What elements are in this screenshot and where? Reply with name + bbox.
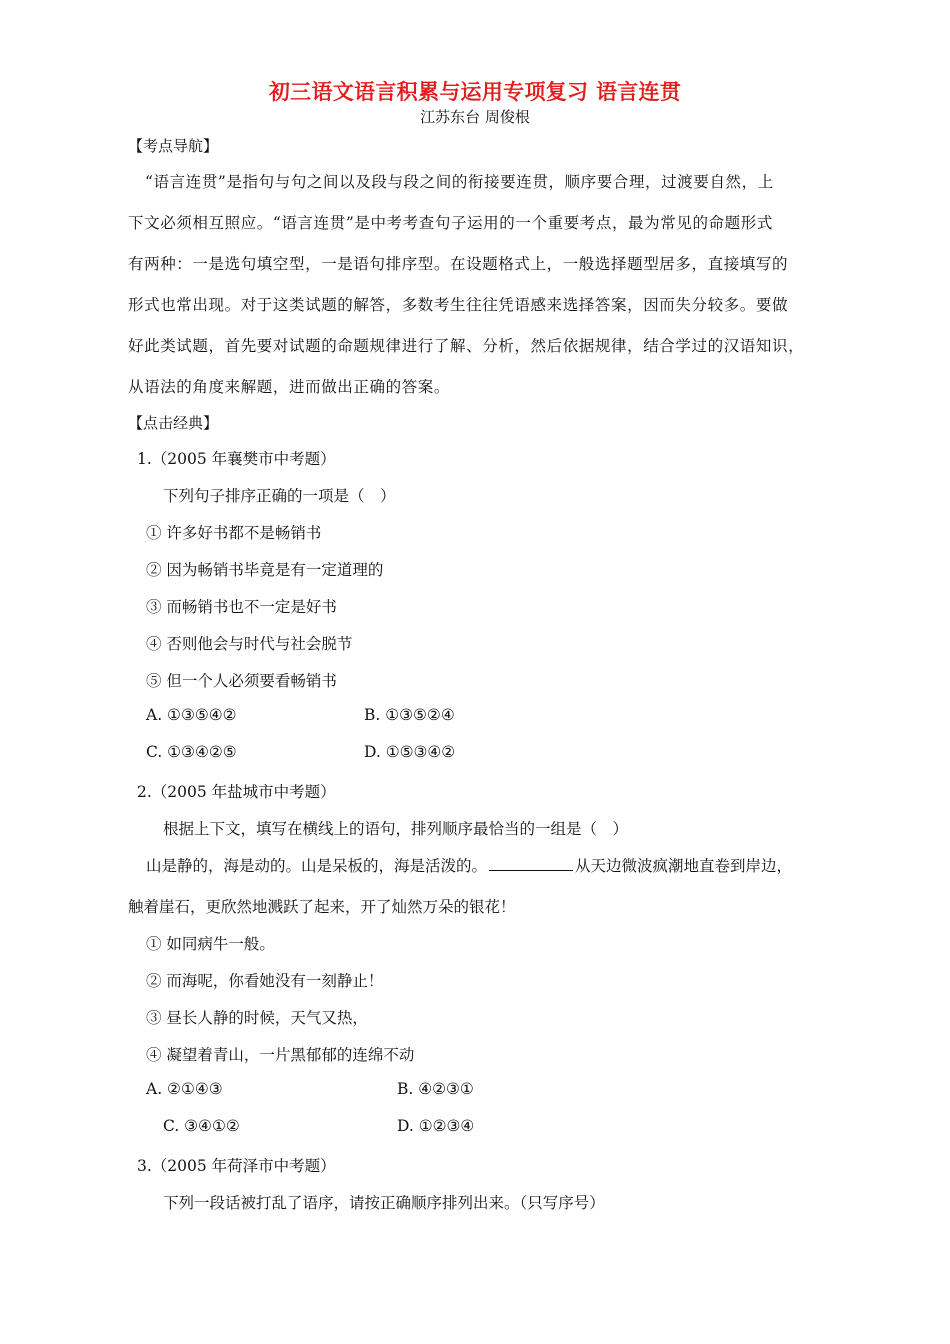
question-2-passage-line: 触着崖石，更欣然地溅跃了起来，开了灿然万朵的银花！ (128, 898, 516, 916)
passage-text-after: 从天边微波疯潮地直卷到岸边， (575, 857, 793, 875)
question-1-option-c: C. ①③④②⑤ (146, 743, 237, 761)
intro-line: “语言连贯”是指句与句之间以及段与段之间的衔接要连贯，顺序要合理，过渡要自然，上 (145, 173, 774, 191)
section-heading-kaodian: 【考点导航】 (128, 137, 219, 155)
intro-line: 从语法的角度来解题，进而做出正确的答案。 (128, 378, 451, 396)
question-2-item: ② 而海呢，你看她没有一刻静止！ (146, 972, 384, 990)
question-2-item: ③ 昼长人静的时候，天气又热， (146, 1009, 368, 1027)
question-2-stem: 根据上下文，填写在横线上的语句，排列顺序最恰当的一组是（ ） (163, 820, 629, 838)
intro-line: 下文必须相互照应。“语言连贯”是中考考查句子运用的一个重要考点，最为常见的命题形式 (128, 214, 773, 232)
question-2-item: ① 如同病牛一般。 (146, 935, 275, 953)
question-1-item: ④ 否则他会与时代与社会脱节 (146, 635, 353, 653)
question-2-passage-line (146, 854, 792, 876)
question-2-option-d: D. ①②③④ (397, 1117, 475, 1135)
fill-in-blank[interactable] (489, 856, 573, 871)
question-1-item: ③ 而畅销书也不一定是好书 (146, 598, 337, 616)
intro-line: 有两种：一是选句填空型，一是语句排序型。在设题格式上，一般选择题型居多，直接填写的 (128, 255, 789, 273)
question-1-option-a: A. ①③⑤④② (146, 706, 237, 724)
author-line: 江苏东台 周俊根 (420, 108, 530, 126)
question-2-item: ④ 凝望着青山，一片黑郁郁的连绵不动 (146, 1046, 415, 1064)
question-1-item: ② 因为畅销书毕竟是有一定道理的 (146, 561, 384, 579)
question-1-stem: 下列句子排序正确的一项是（ ） (163, 487, 396, 505)
question-2-header: 2.（2005 年盐城市中考题） (137, 783, 336, 801)
question-3-stem: 下列一段话被打乱了语序，请按正确顺序排列出来。（只写序号） (163, 1194, 605, 1212)
question-1-option-b: B. ①③⑤②④ (364, 706, 455, 724)
question-1-item: ① 许多好书都不是畅销书 (146, 524, 322, 542)
question-1-option-d: D. ①⑤③④② (364, 743, 456, 761)
question-2-option-c: C. ③④①② (163, 1117, 240, 1135)
question-1-item: ⑤ 但一个人必须要看畅销书 (146, 672, 337, 690)
passage-text-before: 山是静的，海是动的。山是呆板的，海是活泼的。 (146, 857, 488, 875)
document-title: 初三语文语言积累与运用专项复习 语言连贯 (268, 79, 682, 104)
intro-line: 好此类试题，首先要对试题的命题规律进行了解、分析，然后依据规律，结合学过的汉语知识， (128, 337, 805, 355)
question-2-option-a: A. ②①④③ (146, 1080, 223, 1098)
section-heading-dianji: 【点击经典】 (128, 414, 219, 432)
question-1-header: 1.（2005 年襄樊市中考题） (137, 450, 336, 468)
question-3-header: 3.（2005 年荷泽市中考题） (137, 1157, 336, 1175)
question-2-option-b: B. ④②③① (397, 1080, 474, 1098)
intro-line: 形式也常出现。对于这类试题的解答，多数考生往往凭语感来选择答案，因而失分较多。要做 (128, 296, 789, 314)
